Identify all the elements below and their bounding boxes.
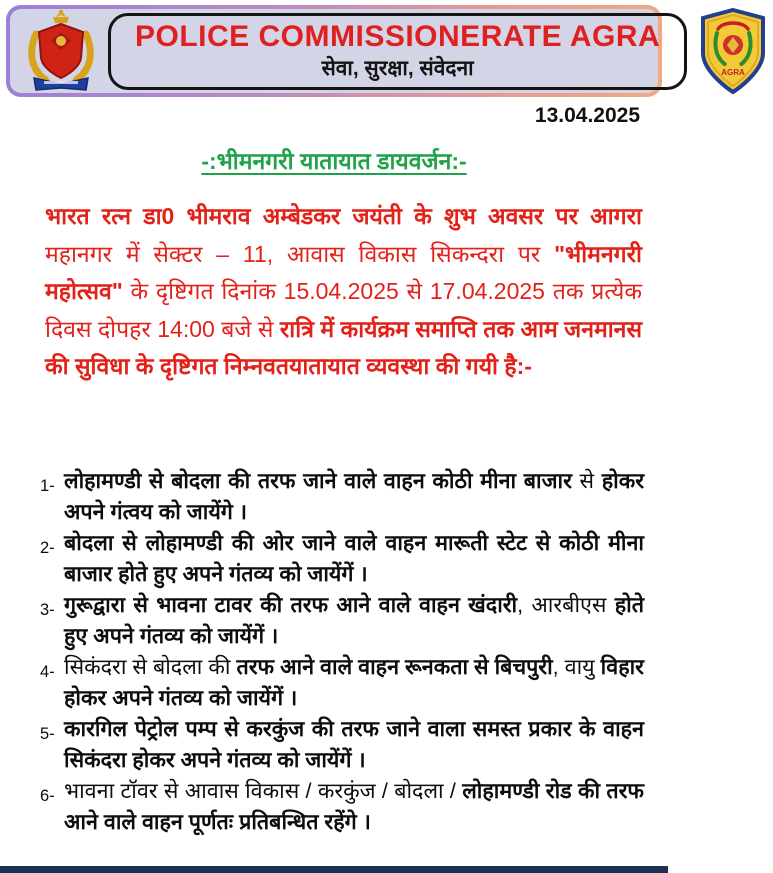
text-segment: , वायु [552, 655, 601, 679]
bottom-divider-bar [0, 866, 668, 873]
list-item-number: 3- [40, 601, 55, 619]
list-item-number: 6- [40, 787, 55, 805]
list-item-text [64, 717, 644, 772]
text-segment: रात्रि में कार्यक्रम समाप्ति तक आम जनमानस की सुविधा के दृष्टिगत [45, 315, 642, 379]
text-segment: "भीमनगरी महोत्सव" [45, 240, 642, 304]
list-item [40, 652, 644, 714]
text-segment: के दृष्टिगत दिनांक 15.04.2025 से 17.04.2025 तक प्रत्येक दिवस दोपहर 14:00 बजे से [45, 278, 643, 342]
text-segment: बोदला से लोहामण्डी की ओर जाने वाले वाहन मारूती स्टेट से कोठी मीना बाजार होते हुए अपने गंतव्य को जायेंगें । [64, 531, 644, 586]
notice-date: 13.04.2025 [534, 104, 640, 127]
text-segment: कारगिल पेट्रोल पम्प से करकुंज की तरफ जाने वाला समस्त प्रकार के वाहन सिकंदरा होकर अपने गंतव्य को जायेंगें । [64, 717, 644, 772]
list-item-text [64, 593, 644, 648]
up-police-emblem-icon [20, 8, 102, 94]
notice-title: -:भीमनगरी यातायात डायवर्जन:- [201, 148, 467, 174]
diversion-list [40, 466, 644, 838]
text-segment: होते हुए अपने गंतव्य को जायेंगें । [64, 593, 644, 648]
text-segment: विहार होकर अपने गंतव्य को जायेंगें । [64, 655, 644, 710]
page-title: POLICE COMMISSIONERATE AGRA [135, 19, 661, 53]
badge-agra-text: AGRA [721, 68, 745, 77]
header-banner [6, 5, 745, 97]
list-item-number: 1- [40, 477, 55, 495]
text-segment: महानगर में सेक्टर – 11, आवास विकास सिकन्दरा पर [45, 240, 555, 267]
header-title-box [108, 13, 687, 90]
list-item [40, 776, 644, 838]
list-item [40, 528, 644, 590]
text-segment: तरफ आने वाले वाहन रूनकता से बिचपुरी [236, 655, 553, 679]
text-segment: , आरबीएस [517, 593, 615, 617]
list-item-number: 4- [40, 663, 55, 681]
header-banner-inner [10, 9, 745, 93]
list-item-number: 5- [40, 725, 55, 743]
header-motto: सेवा, सुरक्षा, संवेदना [321, 56, 474, 80]
text-segment: से [579, 469, 602, 493]
text-segment: गुरूद्वारा से भावना टावर की तरफ आने वाले वाहन खंदारी [64, 593, 518, 617]
list-item-text [64, 469, 644, 524]
list-item-text [64, 779, 644, 834]
text-segment: लोहामण्डी से बोदला की तरफ जाने वाले वाहन कोठी मीना बाजार [64, 469, 580, 493]
text-segment: भारत रत्न डा0 भीमराव अम्बेडकर जयंती के शुभ अवसर पर आगरा [45, 203, 642, 229]
text-segment: लोहामण्डी रोड की तरफ आने वाले वाहन पूर्णतः प्रतिबन्धित रहेंगे । [64, 779, 644, 834]
list-item [40, 714, 644, 776]
intro-paragraph [45, 198, 642, 386]
text-segment: होकर अपने गंत्वय को जायेंगे । [64, 469, 644, 524]
list-item-text [64, 531, 644, 586]
police-commissionerate-agra-badge-icon [693, 7, 773, 95]
list-item [40, 466, 644, 528]
list-item [40, 590, 644, 652]
list-item-number: 2- [40, 539, 55, 557]
text-segment: निम्नवतयातायात व्यवस्था की गयी है:- [223, 353, 532, 379]
text-segment: भावना टॉवर से आवास विकास / करकुंज / बोदला / [64, 779, 463, 803]
list-item-text [64, 655, 644, 710]
text-segment: सिकंदरा से बोदला की [64, 655, 237, 679]
